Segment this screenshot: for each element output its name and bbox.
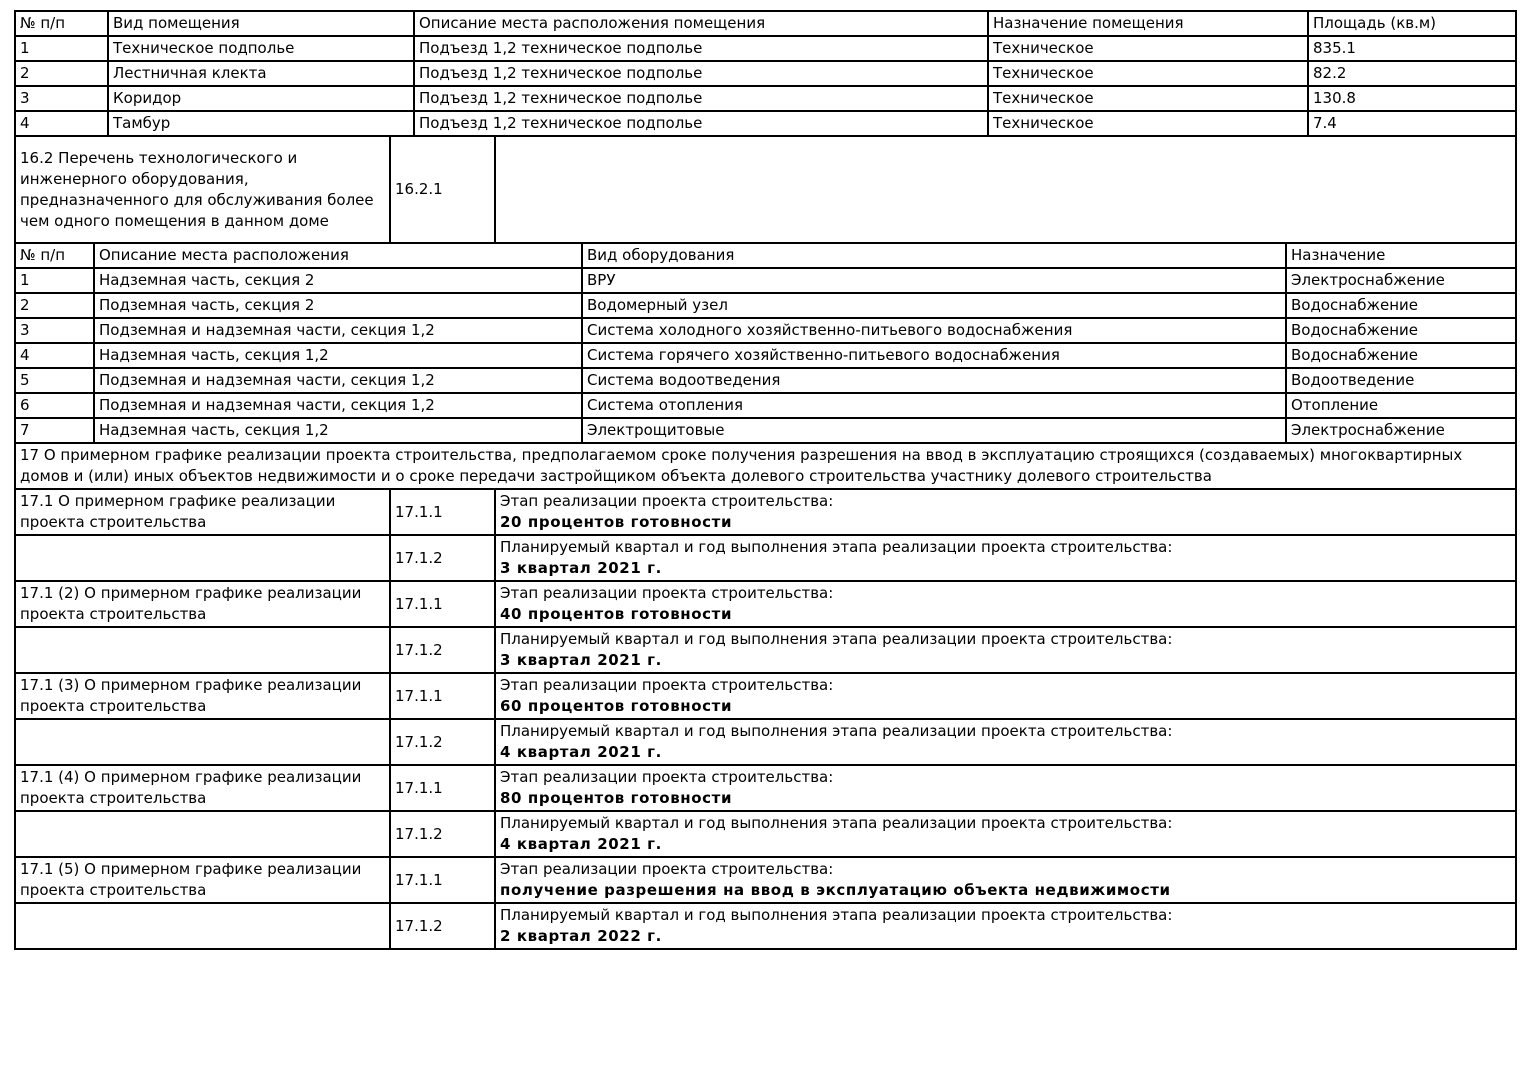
table-row [15,627,1516,673]
header-cell: Вид оборудования [582,243,1286,268]
equipment-table [14,242,1517,444]
stage-value: 3 квартал 2021 г. [500,559,662,577]
section-17-heading: 17 О примерном графике реализации проекта строительства, предполагаемом сроке получения разрешения на ввод в эксплуатацию строящихся (создаваемых) многоквартирных домов и (или) иных объектов недвижимости и о сроке передачи застройщиком объекта долевого строительства участнику долевого строительства [15,443,1516,489]
cell: Подъезд 1,2 техническое подполье [414,86,988,111]
group-label-empty [15,811,390,857]
row-code: 17.1.1 [390,673,495,719]
cell: 130.8 [1308,86,1516,111]
cell: Техническое подполье [108,36,414,61]
stage-caption: Этап реализации проекта строительства: [500,676,834,694]
stage-caption: Этап реализации проекта строительства: [500,860,834,878]
row-content [495,673,1516,719]
table-row [15,719,1516,765]
stage-value: 40 процентов готовности [500,605,733,623]
table-row [15,673,1516,719]
cell: 2 [15,293,94,318]
table-row [15,418,1516,443]
row-code: 17.1.2 [390,811,495,857]
table-row [15,343,1516,368]
schedule-group-4 [14,764,1517,858]
table-row [15,36,1516,61]
stage-caption: Этап реализации проекта строительства: [500,768,834,786]
cell: 3 [15,86,108,111]
table-row [15,268,1516,293]
row-code: 17.1.1 [390,581,495,627]
cell: Техническое [988,111,1308,136]
cell: Надземная часть, секция 1,2 [94,343,582,368]
cell: Техническое [988,61,1308,86]
table-row [15,811,1516,857]
stage-value: 3 квартал 2021 г. [500,651,662,669]
header-cell: № п/п [15,243,94,268]
stage-caption: Планируемый квартал и год выполнения этапа реализации проекта строительства: [500,814,1173,832]
cell: Электроснабжение [1286,418,1516,443]
header-cell: Площадь (кв.м) [1308,11,1516,36]
row-code: 17.1.1 [390,765,495,811]
cell: 82.2 [1308,61,1516,86]
cell: 7 [15,418,94,443]
row-content [495,489,1516,535]
header-cell: № п/п [15,11,108,36]
table-row [15,489,1516,535]
schedule-group-3 [14,672,1517,766]
table-row [15,61,1516,86]
stage-value: 80 процентов готовности [500,789,733,807]
cell: Электрощитовые [582,418,1286,443]
header-cell: Вид помещения [108,11,414,36]
group-label: 17.1 (4) О примерном графике реализации проекта строительства [15,765,390,811]
row-content [495,903,1516,949]
table-row [15,293,1516,318]
row-content [495,535,1516,581]
cell: 4 [15,343,94,368]
cell: Подъезд 1,2 техническое подполье [414,36,988,61]
cell: Водоснабжение [1286,343,1516,368]
group-label-empty [15,719,390,765]
cell: 4 [15,111,108,136]
cell: Подземная часть, секция 2 [94,293,582,318]
table-row [15,443,1516,489]
stage-value: 20 процентов готовности [500,513,733,531]
table-row [15,393,1516,418]
group-label: 17.1 (5) О примерном графике реализации проекта строительства [15,857,390,903]
row-content [495,627,1516,673]
group-label-empty [15,535,390,581]
row-content [495,765,1516,811]
stage-value: 60 процентов готовности [500,697,733,715]
cell: Отопление [1286,393,1516,418]
cell: 3 [15,318,94,343]
table-row [15,136,1516,243]
cell: Техническое [988,36,1308,61]
row-content [495,719,1516,765]
cell: Водомерный узел [582,293,1286,318]
stage-value: 4 квартал 2021 г. [500,743,662,761]
cell: Система отопления [582,393,1286,418]
table-row [15,765,1516,811]
schedule-group-1 [14,488,1517,582]
stage-value: получение разрешения на ввод в эксплуатацию объекта недвижимости [500,881,1171,899]
schedule-group-2 [14,580,1517,674]
section-17-heading-row [14,442,1517,490]
section-code: 16.2.1 [390,136,495,243]
cell: 2 [15,61,108,86]
table-row [15,368,1516,393]
table-row [15,111,1516,136]
cell: 5 [15,368,94,393]
cell: Электроснабжение [1286,268,1516,293]
equipment-header-row [15,243,1516,268]
cell: Подземная и надземная части, секция 1,2 [94,393,582,418]
group-label-empty [15,627,390,673]
table-row [15,581,1516,627]
row-code: 17.1.2 [390,903,495,949]
row-code: 17.1.2 [390,627,495,673]
cell: 1 [15,36,108,61]
table-row [15,535,1516,581]
cell: 835.1 [1308,36,1516,61]
cell: ВРУ [582,268,1286,293]
group-label: 17.1 (2) О примерном графике реализации проекта строительства [15,581,390,627]
cell: Тамбур [108,111,414,136]
group-label: 17.1 (3) О примерном графике реализации проекта строительства [15,673,390,719]
section-value-empty [495,136,1516,243]
header-cell: Описание места расположения [94,243,582,268]
header-cell: Назначение помещения [988,11,1308,36]
table-row [15,903,1516,949]
cell: Подъезд 1,2 техническое подполье [414,111,988,136]
stage-caption: Планируемый квартал и год выполнения этапа реализации проекта строительства: [500,630,1173,648]
section-label: 16.2 Перечень технологического и инженерного оборудования, предназначенного для обслуживания более чем одного помещения в данном доме [15,136,390,243]
cell: Лестничная клекта [108,61,414,86]
row-code: 17.1.1 [390,857,495,903]
cell: Техническое [988,86,1308,111]
group-label: 17.1 О примерном графике реализации проекта строительства [15,489,390,535]
table-row [15,318,1516,343]
row-code: 17.1.2 [390,535,495,581]
stage-caption: Планируемый квартал и год выполнения этапа реализации проекта строительства: [500,906,1173,924]
table-row [15,86,1516,111]
header-cell: Назначение [1286,243,1516,268]
cell: Водоотведение [1286,368,1516,393]
cell: Надземная часть, секция 2 [94,268,582,293]
cell: 1 [15,268,94,293]
stage-value: 2 квартал 2022 г. [500,927,662,945]
section-16-2-row [14,135,1517,244]
cell: Надземная часть, секция 1,2 [94,418,582,443]
row-code: 17.1.1 [390,489,495,535]
cell: Подъезд 1,2 техническое подполье [414,61,988,86]
cell: Система горячего хозяйственно-питьевого водоснабжения [582,343,1286,368]
premises-header-row [15,11,1516,36]
cell: Водоснабжение [1286,293,1516,318]
cell: Подземная и надземная части, секция 1,2 [94,318,582,343]
row-content [495,811,1516,857]
stage-value: 4 квартал 2021 г. [500,835,662,853]
stage-caption: Этап реализации проекта строительства: [500,492,834,510]
cell: Подземная и надземная части, секция 1,2 [94,368,582,393]
cell: Водоснабжение [1286,318,1516,343]
cell: 6 [15,393,94,418]
premises-table [14,10,1517,137]
row-content [495,857,1516,903]
stage-caption: Планируемый квартал и год выполнения этапа реализации проекта строительства: [500,538,1173,556]
cell: Коридор [108,86,414,111]
header-cell: Описание места расположения помещения [414,11,988,36]
table-row [15,857,1516,903]
cell: Система водоотведения [582,368,1286,393]
group-label-empty [15,903,390,949]
row-content [495,581,1516,627]
cell: Система холодного хозяйственно-питьевого водоснабжения [582,318,1286,343]
cell: 7.4 [1308,111,1516,136]
row-code: 17.1.2 [390,719,495,765]
stage-caption: Планируемый квартал и год выполнения этапа реализации проекта строительства: [500,722,1173,740]
stage-caption: Этап реализации проекта строительства: [500,584,834,602]
schedule-group-5 [14,856,1517,950]
